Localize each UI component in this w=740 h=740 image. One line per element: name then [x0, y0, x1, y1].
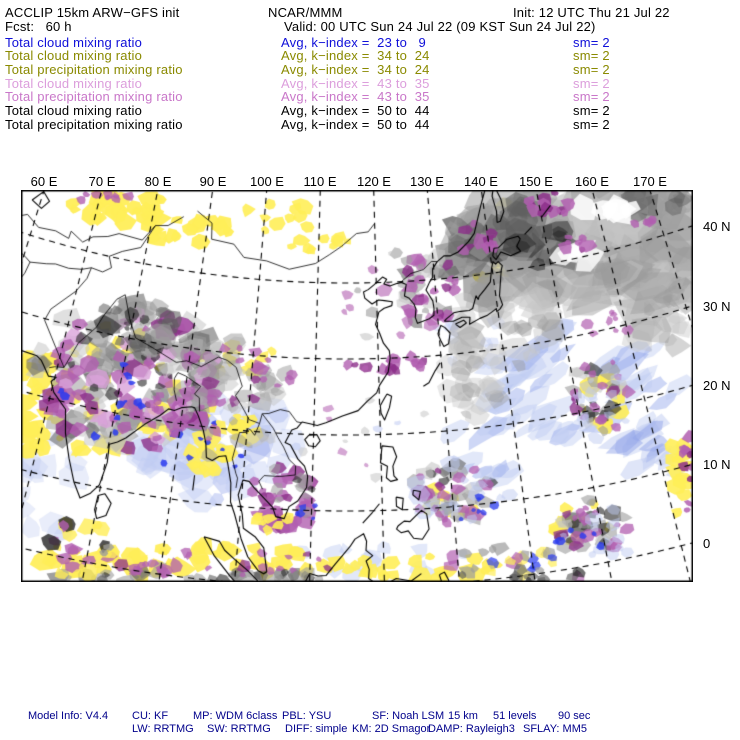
legend-sm: sm= 2 [573, 117, 610, 132]
footer-segment: PBL: YSU [282, 710, 332, 722]
footer-segment: KM: 2D Smagor [352, 723, 431, 735]
legend-sm: sm= 2 [573, 89, 610, 104]
footer-segment: 90 sec [558, 710, 591, 722]
legend-sm: sm= 2 [573, 35, 610, 50]
footer-segment: 15 km [448, 710, 478, 722]
footer-segment: LW: RRTMG [132, 723, 194, 735]
footer-segment: 51 levels [493, 710, 537, 722]
product-title: ACCLIP 15km ARW−GFS init [5, 5, 180, 20]
lon-label: 100 E [250, 174, 284, 189]
legend-sm: sm= 2 [573, 62, 610, 77]
legend-metric: Avg, k−index = 50 to 44 [281, 103, 430, 118]
footer-segment: Model Info: V4.4 [28, 710, 109, 722]
lat-label: 30 N [703, 299, 731, 314]
footer-segment: SW: RRTMG [207, 723, 271, 735]
lon-label: 90 E [199, 174, 227, 189]
lon-label: 70 E [88, 174, 116, 189]
footer-segment: DAMP: Rayleigh3 [428, 723, 515, 735]
legend-sm: sm= 2 [573, 76, 610, 91]
valid-time: Valid: 00 UTC Sun 24 Jul 22 (09 KST Sun 24 Jul 22) [284, 19, 596, 34]
lon-label: 140 E [464, 174, 498, 189]
legend-metric: Avg, k−index = 34 to 24 [281, 48, 430, 63]
lon-label: 120 E [357, 174, 391, 189]
legend-label: Total precipitation mixing ratio [5, 89, 183, 104]
lon-label: 110 E [303, 174, 337, 189]
lon-label: 130 E [410, 174, 444, 189]
legend-label: Total cloud mixing ratio [5, 103, 143, 118]
footer-segment: SFLAY: MM5 [523, 723, 587, 735]
footer-segment: MP: WDM 6class [193, 710, 278, 722]
lat-label: 10 N [703, 457, 731, 472]
lon-label: 170 E [633, 174, 667, 189]
lon-label: 60 E [30, 174, 58, 189]
footer-segment: SF: Noah LSM [372, 710, 445, 722]
legend-label: Total cloud mixing ratio [5, 35, 143, 50]
legend-metric: Avg, k−index = 43 to 35 [281, 89, 430, 104]
init-time: Init: 12 UTC Thu 21 Jul 22 [513, 5, 670, 20]
lat-label: 0 [703, 536, 711, 551]
legend-sm: sm= 2 [573, 48, 610, 63]
lat-label: 20 N [703, 378, 731, 393]
footer-segment: CU: KF [132, 710, 169, 722]
legend-metric: Avg, k−index = 43 to 35 [281, 76, 430, 91]
legend-label: Total precipitation mixing ratio [5, 117, 183, 132]
legend-metric: Avg, k−index = 23 to 9 [281, 35, 426, 50]
footer-segment: DIFF: simple [285, 723, 348, 735]
legend-sm: sm= 2 [573, 103, 610, 118]
legend-label: Total precipitation mixing ratio [5, 62, 183, 77]
legend-metric: Avg, k−index = 50 to 44 [281, 117, 430, 132]
center-name: NCAR/MMM [268, 5, 343, 20]
forecast-hour: Fcst: 60 h [5, 19, 72, 34]
lon-label: 150 E [519, 174, 553, 189]
map-canvas [21, 190, 693, 582]
legend-metric: Avg, k−index = 34 to 24 [281, 62, 430, 77]
legend-label: Total cloud mixing ratio [5, 48, 143, 63]
legend-label: Total cloud mixing ratio [5, 76, 143, 91]
lon-label: 160 E [575, 174, 609, 189]
lon-label: 80 E [144, 174, 172, 189]
lat-label: 40 N [703, 219, 731, 234]
